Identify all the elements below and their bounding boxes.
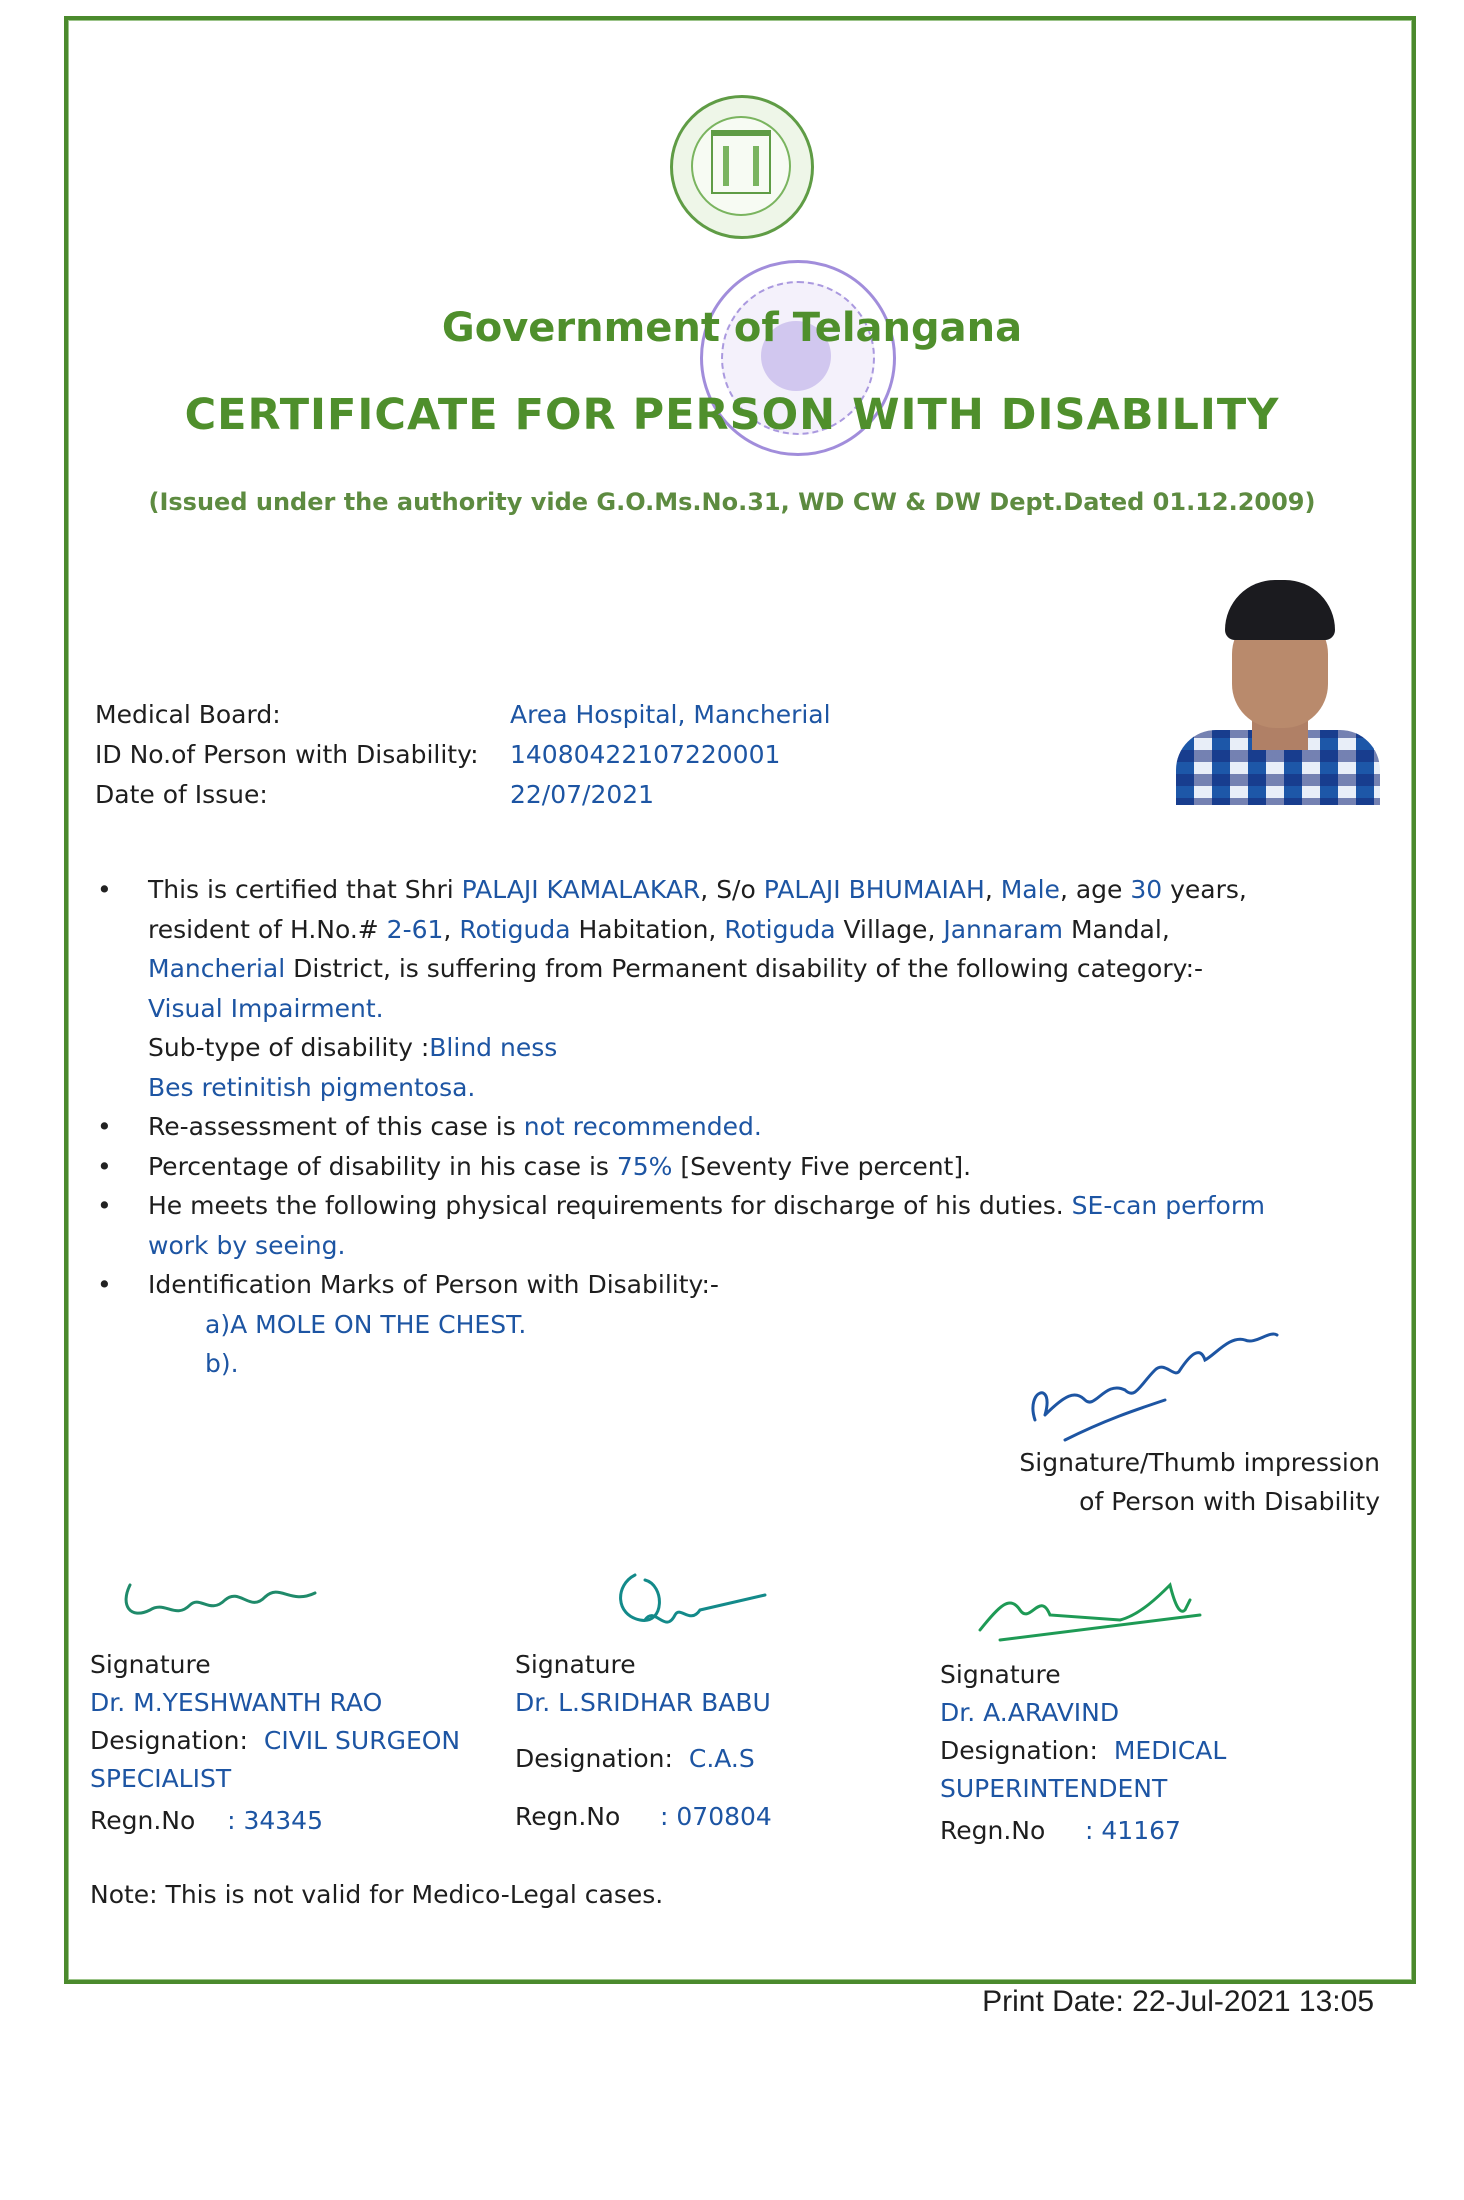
certification-line-1: • This is certified that Shri PALAJI KAMALAKAR, S/o PALAJI BHUMAIAH, Male, age 30 years, [95,870,1375,910]
signatory-regn: : 34345 [227,1806,323,1835]
signatory-1: Signature Dr. M.YESHWANTH RAO Designation: CIVIL SURGEON SPECIALIST Regn.No : 34345 [90,1575,460,1840]
signature-label: Signature [940,1660,1061,1689]
signatory-name: Dr. A.ARAVIND [940,1698,1120,1727]
signatory-regn: : 070804 [660,1802,772,1831]
signature-3-icon [940,1585,1220,1645]
father-name: PALAJI BHUMAIAH [763,875,985,904]
signatory-name: Dr. L.SRIDHAR BABU [515,1688,771,1717]
medical-board-label: Medical Board: [95,700,281,729]
certificate-title: CERTIFICATE FOR PERSON WITH DISABILITY [184,390,1280,440]
disability-subtype: Blind ness [429,1033,558,1062]
requirements-line: • He meets the following physical requirements for discharge of his duties. SE-can perform [95,1186,1375,1226]
percentage-line: • Percentage of disability in his case is 75% [Seventy Five percent]. [95,1147,1375,1187]
district: Mancherial [148,954,286,983]
id-label: ID No.of Person with Disability: [95,740,479,769]
signatory-name: Dr. M.YESHWANTH RAO [90,1688,383,1717]
disability-category: Visual Impairment. [148,993,384,1023]
issued-under-text: (Issued under the authority vide G.O.Ms.No.31, WD CW & DW Dept.Dated 01.12.2009) [148,488,1316,516]
mandal: Jannaram [943,914,1063,944]
signatory-regn: : 41167 [1085,1816,1181,1845]
disability-subtype-row: Sub-type of disability :Blind ness [148,1033,558,1062]
government-title: Government of Telangana [441,305,1023,351]
medical-board-value: Area Hospital, Mancherial [510,700,831,729]
signatory-2: Signature Dr. L.SRIDHAR BABU Designation: C.A.S Regn.No : 070804 [515,1575,775,1836]
reassessment-value: not recommended. [523,1112,762,1141]
habitation: Rotiguda [459,914,571,944]
person-signature-label: Signature/Thumb impression of Person with Disability [1019,1448,1380,1516]
footer-note: Note: This is not valid for Medico-Legal cases. [90,1880,664,1909]
gender: Male [1000,875,1060,904]
person-signature-icon [1015,1300,1285,1450]
village: Rotiguda [724,914,836,944]
signature-2-icon [515,1575,775,1635]
person-photo [1170,580,1380,805]
signature-1-icon [90,1575,330,1635]
identification-mark-a: a)A MOLE ON THE CHEST. [205,1309,527,1339]
signatory-designation: MEDICAL [1113,1736,1227,1765]
telangana-emblem-icon [670,95,814,239]
date-value: 22/07/2021 [510,780,655,809]
print-date: Print Date: 22-Jul-2021 13:05 [982,1985,1374,2018]
signatory-3: Signature Dr. A.ARAVIND Designation: MEDICAL SUPERINTENDENT Regn.No : 41167 [940,1585,1226,1850]
requirements-value: SE-can perform [1071,1191,1266,1220]
signatory-designation: C.A.S [688,1744,755,1773]
signature-label: Signature [90,1650,211,1679]
signature-label: Signature [515,1650,636,1679]
identification-mark-b: b). [205,1349,239,1378]
house-number: 2-61 [386,914,444,944]
date-label: Date of Issue: [95,780,268,809]
person-name: PALAJI KAMALAKAR [461,875,701,904]
id-value: 14080422107220001 [510,740,781,769]
disability-subtype-detail: Bes retinitish pigmentosa. [148,1072,476,1102]
age: 30 [1130,875,1163,904]
signatory-designation: CIVIL SURGEON [263,1726,461,1755]
certification-line-3: Mancherial District, is suffering from Permanent disability of the following category:- [148,954,1204,983]
certification-line-2: resident of H.No.# 2-61, Rotiguda Habitation, Rotiguda Village, Jannaram Mandal, [148,914,1170,944]
requirements-value-cont: work by seeing. [148,1230,346,1260]
reassessment-line: • Re-assessment of this case is not recommended. [95,1107,1375,1147]
identification-marks-label: • Identification Marks of Person with Disability:- [95,1265,1375,1305]
percentage-value: 75% [616,1151,673,1181]
